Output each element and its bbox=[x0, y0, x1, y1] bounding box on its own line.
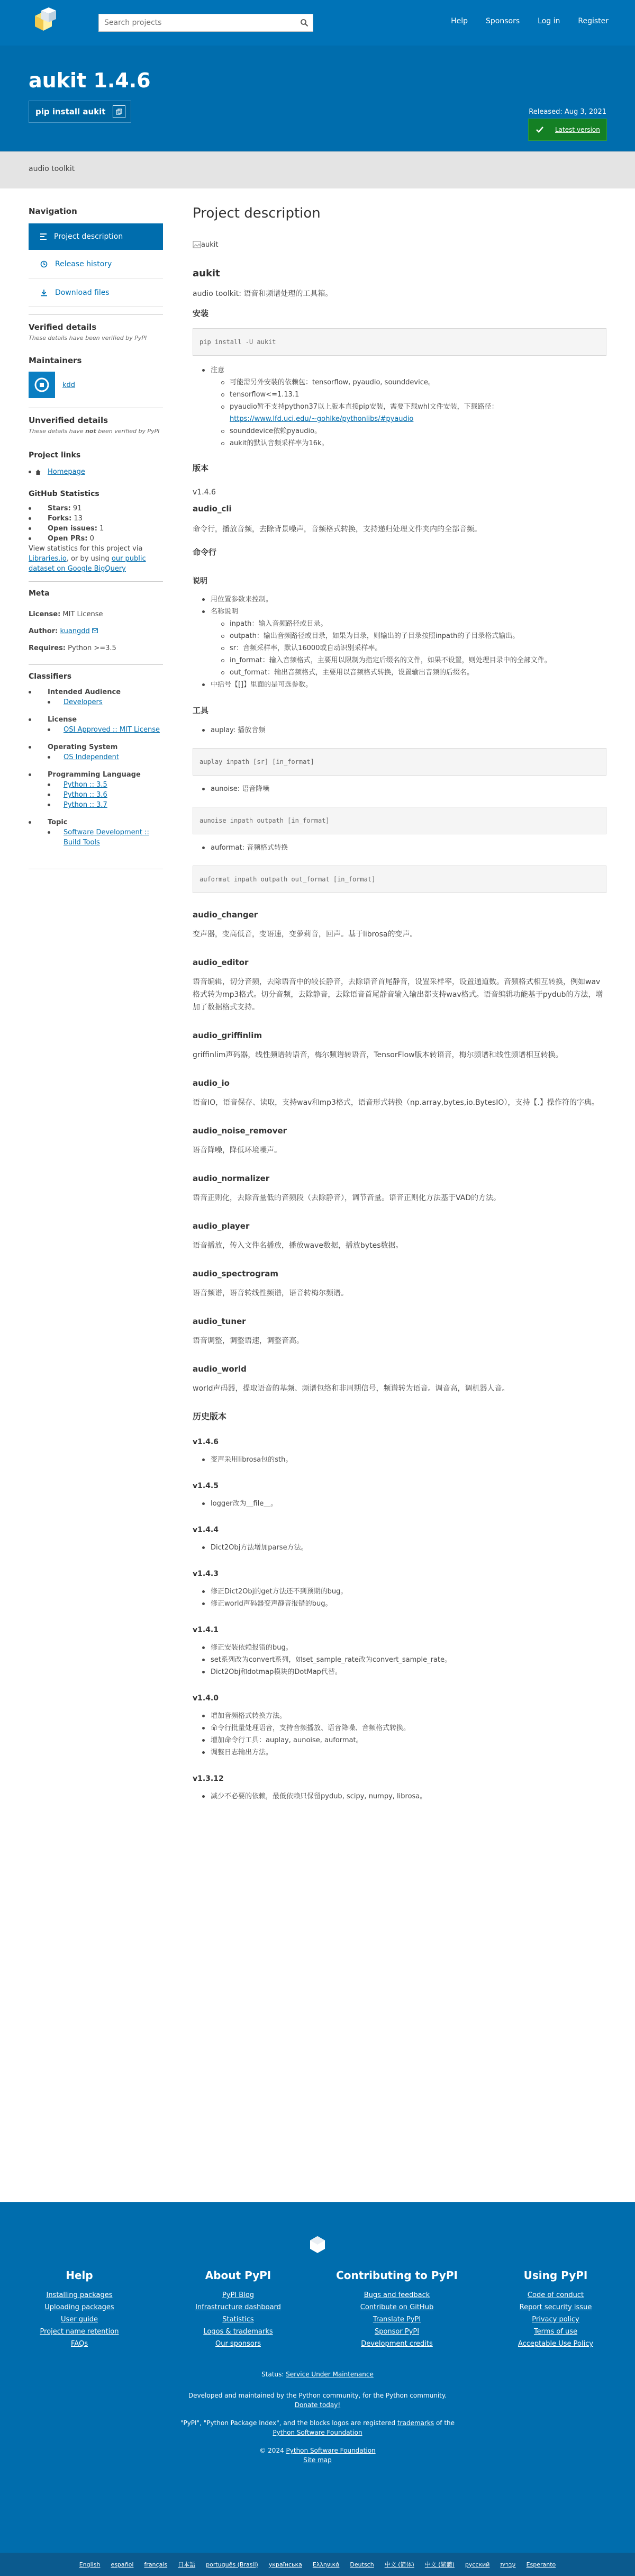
history-items bbox=[193, 1710, 606, 1759]
classifier-link[interactable]: Python :: 3.7 bbox=[64, 801, 107, 809]
desc-list bbox=[193, 593, 606, 691]
footer-status: Status: Service Under Maintenance bbox=[261, 2371, 374, 2378]
footer-column bbox=[476, 2269, 635, 2350]
module-text: world声码器，提取语音的基频、频谱包络和非周期信号，频谱转为语音。调音高，调机器人音。 bbox=[193, 1384, 510, 1393]
history-item: 修正安装依赖报错的bug。 bbox=[193, 1642, 606, 1654]
footer-link[interactable]: Code of conduct bbox=[527, 2291, 584, 2299]
readme-title: aukit bbox=[193, 268, 220, 279]
desc-sub-item: sr：音频采样率，默认16000或自动识别采样率。 bbox=[211, 642, 606, 654]
desc-sub-item: in_format：输入音频格式，主要用以限制为指定后缀名的文件，如果不设置，则处理目录中的全部文件。 bbox=[211, 654, 606, 666]
stat-label: Open issues: bbox=[48, 525, 97, 533]
history-items bbox=[193, 1586, 606, 1610]
history-heading: 历史版本 bbox=[193, 1411, 227, 1421]
classifier-item bbox=[48, 790, 163, 800]
history-item: 调整日志输出方法。 bbox=[193, 1746, 606, 1759]
footer-link[interactable]: FAQs bbox=[71, 2340, 88, 2348]
language-link[interactable]: English bbox=[79, 2561, 101, 2568]
classifiers-list bbox=[29, 687, 163, 848]
footer-link[interactable]: User guide bbox=[60, 2316, 98, 2323]
classifier-link[interactable]: OS Independent bbox=[64, 753, 120, 761]
verified-heading: Verified details bbox=[29, 322, 97, 332]
history-version: v1.4.5 bbox=[193, 1482, 219, 1490]
classifier-group-label: Programming Language bbox=[48, 771, 141, 779]
tab-label: Project description bbox=[54, 232, 123, 241]
module-heading: audio_editor bbox=[193, 958, 249, 967]
version-heading: 版本 bbox=[193, 463, 209, 473]
tool-code: auformat inpath outpath out_format [in_format] bbox=[193, 866, 606, 893]
footer-columns bbox=[0, 2269, 635, 2350]
classifier-item bbox=[48, 827, 163, 848]
summary-text: audio toolkit bbox=[29, 165, 75, 173]
footer-link[interactable]: Logos & trademarks bbox=[203, 2328, 273, 2336]
footer-link[interactable]: Contribute on GitHub bbox=[360, 2303, 434, 2311]
note-text: pyaudio暂不支持python37以上版本直接pip安装，需要下载whl文件安装，下载路径： bbox=[230, 403, 498, 411]
desc-item: 名称说明 inpath：输入音频路径或目录。 outpath：输出音频路径或目录，如果为目录，则输出的子目录按照inpath的子目录格式输出。 sr：音频采样率，默认16000或自动识别采样率。 in_format：输入音频格式，主要用以限制为指定后缀名的文件，如果不设置，则处理目录中的全部文件。 out_format：输出音频格式，主要用以音频格式转换，设置输出音频的后缀名。 bbox=[193, 606, 606, 679]
notes-list bbox=[193, 364, 606, 449]
install-heading: 安装 bbox=[193, 309, 209, 318]
notes-sublist bbox=[211, 376, 606, 449]
classifier-group bbox=[29, 770, 163, 810]
top-nav bbox=[451, 17, 609, 25]
stats-note: View statistics for this project via Libraries.io, or by using our public dataset on Google BigQuery bbox=[29, 545, 146, 573]
history-items bbox=[193, 1790, 606, 1803]
footer-link[interactable]: Terms of use bbox=[533, 2328, 578, 2336]
maintainers-heading: Maintainers bbox=[29, 356, 82, 365]
history-version: v1.4.4 bbox=[193, 1526, 219, 1534]
github-stat bbox=[29, 503, 163, 514]
footer-link[interactable]: Translate PyPI bbox=[373, 2316, 421, 2323]
footer-donate bbox=[0, 2401, 635, 2409]
desc-heading: 说明 bbox=[193, 577, 207, 586]
classifier-item bbox=[48, 752, 163, 762]
footer-column-title: About PyPI bbox=[205, 2269, 271, 2282]
stat-value: 91 bbox=[72, 505, 82, 512]
module-text: 语音IO，语音保存、读取，支持wav和mp3格式，语音形式转换（np.array,bytes,io.BytesIO），支持【.】操作符的字典。 bbox=[193, 1098, 599, 1107]
libraries-io-link[interactable]: Libraries.io bbox=[29, 555, 67, 563]
nav-sponsors[interactable]: Sponsors bbox=[486, 17, 520, 25]
classifier-item bbox=[48, 725, 163, 735]
desc-sublist bbox=[211, 618, 606, 679]
classifier-group-label: Topic bbox=[48, 818, 68, 826]
desc-sub-item: out_format：输出音频格式，主要用以音频格式转换，设置输出音频的后缀名。 bbox=[211, 666, 606, 679]
notes-item: 注意 可能需另外安装的依赖包：tensorflow, pyaudio, sounddevice。 tensorflow<=1.13.1 pyaudio暂不支持python37以上版本直接pip安装，需要下载whl文件安装，下载路径： https://www.lfd.uci.edu/~gohlke/pythonlibs/#pyaudio sounddevice依赖pyaudio。 aukit的默认音频采样率为16k。 bbox=[193, 364, 606, 449]
module-heading: audio_normalizer bbox=[193, 1174, 270, 1183]
footer-logo bbox=[308, 2235, 327, 2254]
footer-link[interactable]: Report security issue bbox=[519, 2303, 592, 2311]
tab-label: Release history bbox=[55, 259, 112, 268]
footer-column-title: Help bbox=[66, 2269, 93, 2282]
footer-column-title: Using PyPI bbox=[523, 2269, 588, 2282]
footer-column bbox=[159, 2269, 318, 2350]
history-item: Dict2Obj方法增加parse方法。 bbox=[193, 1542, 606, 1554]
footer-link[interactable]: Uploading packages bbox=[44, 2303, 114, 2311]
pip-command-text: pip install aukit bbox=[35, 107, 106, 116]
intro-text: audio toolkit: 语音和频谱处理的工具箱。 bbox=[193, 290, 333, 298]
note-text: 可能需另外安装的依赖包：tensorflow, pyaudio, sounddevice。 bbox=[230, 379, 435, 386]
footer-link[interactable]: Project name retention bbox=[40, 2328, 119, 2336]
meta-requires: Requires: Python >=3.5 bbox=[29, 644, 116, 652]
note-text: sounddevice依赖pyaudio。 bbox=[230, 427, 322, 435]
module-heading: audio_spectrogram bbox=[193, 1269, 278, 1278]
maintainer bbox=[29, 372, 163, 398]
footer-trademark: "PyPI", "Python Package Index", and the blocks logos are registered trademarks of the bbox=[180, 2419, 455, 2427]
package-summary bbox=[0, 151, 635, 188]
classifier-link[interactable]: Python :: 3.5 bbox=[64, 781, 107, 789]
sitemap-link[interactable]: Site map bbox=[303, 2456, 332, 2464]
home-icon bbox=[35, 469, 41, 475]
check-icon bbox=[535, 125, 545, 134]
search-input[interactable] bbox=[99, 14, 289, 31]
module-heading: audio_player bbox=[193, 1221, 250, 1231]
avatar-icon bbox=[33, 376, 51, 394]
history-item: Dict2Obj和dotmap模块的DotMap代替。 bbox=[193, 1666, 606, 1678]
unverified-note: These details have not been verified by PyPI bbox=[29, 428, 160, 435]
module-text: 语音正则化，去除音量低的音频段（去除静音），调节音量。语音正则化方法基于VAD的方法。 bbox=[193, 1194, 501, 1202]
module-text: 语音频谱，语音转线性频谱，语音转梅尔频谱。 bbox=[193, 1289, 348, 1298]
tool-item bbox=[193, 842, 606, 854]
language-link[interactable]: українська bbox=[268, 2561, 302, 2568]
donate-link[interactable]: Donate today! bbox=[294, 2401, 341, 2409]
footer-link[interactable]: Statistics bbox=[222, 2316, 254, 2323]
project-description bbox=[193, 196, 606, 1803]
language-link[interactable]: Ελληνικά bbox=[312, 2561, 340, 2568]
note-item bbox=[211, 376, 606, 389]
classifier-group-item bbox=[29, 817, 163, 848]
classifier-group-label: Operating System bbox=[48, 743, 118, 751]
language-link[interactable]: 日本語 bbox=[178, 2561, 196, 2568]
classifier-item bbox=[48, 780, 163, 790]
note-text: aukit的默认音频采样率为16k。 bbox=[230, 439, 329, 447]
cli-text: 命令行，播放音频，去除背景噪声，音频格式转换，支持递归处理文件夹内的全部音频。 bbox=[193, 525, 482, 534]
broken-image-icon bbox=[193, 240, 201, 249]
footer-link[interactable]: Bugs and feedback bbox=[364, 2291, 430, 2299]
language-link[interactable]: español bbox=[111, 2561, 134, 2568]
install-code: pip install -U aukit bbox=[193, 328, 606, 356]
desc-sub-item: outpath：输出音频路径或目录，如果为目录，则输出的子目录按照inpath的子目录格式输出。 bbox=[211, 630, 606, 642]
footer-link[interactable]: Installing packages bbox=[46, 2291, 113, 2299]
avatar[interactable] bbox=[29, 372, 55, 398]
desc-item: 用位置参数来控制。 bbox=[193, 593, 606, 606]
tools-heading: 工具 bbox=[193, 706, 209, 715]
copyright-psf-link[interactable]: Python Software Foundation bbox=[286, 2447, 376, 2454]
copy-icon[interactable] bbox=[113, 105, 125, 118]
module-text: 变声器，变高低音，变语速，变萝莉音，回声。基于librosa的变声。 bbox=[193, 930, 418, 939]
classifiers-heading: Classifiers bbox=[29, 672, 72, 681]
divider bbox=[29, 314, 163, 315]
note-item bbox=[211, 389, 606, 401]
github-stats-heading: GitHub Statistics bbox=[29, 490, 99, 498]
classifier-group bbox=[29, 817, 163, 848]
module-heading: audio_world bbox=[193, 1364, 247, 1374]
tool-code: auplay inpath [sr] [in_format] bbox=[193, 748, 606, 776]
meta-list bbox=[29, 606, 163, 657]
history-list bbox=[193, 1438, 606, 1803]
meta-heading: Meta bbox=[29, 589, 50, 598]
github-stat bbox=[29, 524, 163, 534]
modules-list bbox=[193, 910, 606, 1395]
footer-link[interactable]: Sponsor PyPI bbox=[374, 2328, 420, 2336]
tool-item bbox=[193, 724, 606, 736]
bigquery-link[interactable]: our public dataset on Google BigQuery bbox=[29, 555, 146, 573]
footer-link[interactable]: Development credits bbox=[361, 2340, 433, 2348]
classifier-group bbox=[29, 687, 163, 707]
classifier-group-label: License bbox=[48, 716, 77, 724]
desc-sub-item: inpath：输入音频路径或目录。 bbox=[211, 618, 606, 630]
tools-list bbox=[193, 724, 606, 893]
history-items bbox=[193, 1454, 606, 1466]
vertical-tabs bbox=[29, 223, 163, 307]
aukit-image: aukit bbox=[193, 240, 606, 249]
stat-value: 13 bbox=[74, 515, 83, 523]
pip-command[interactable] bbox=[29, 101, 131, 123]
classifier-group bbox=[29, 742, 163, 762]
footer-link[interactable]: Infrastructure dashboard bbox=[195, 2303, 281, 2311]
classifier-group-item bbox=[29, 770, 163, 810]
tab-project-description[interactable] bbox=[29, 223, 163, 250]
stat-value: 1 bbox=[99, 525, 104, 533]
language-link[interactable]: русский bbox=[465, 2561, 490, 2568]
history-item: set系列改为convert系列，如set_sample_rate改为convert_sample_rate。 bbox=[193, 1654, 606, 1666]
module-heading: audio_noise_remover bbox=[193, 1126, 287, 1136]
history-items bbox=[193, 1642, 606, 1678]
project-links bbox=[29, 467, 163, 477]
sidebar bbox=[29, 196, 163, 877]
align-left-icon bbox=[40, 233, 47, 240]
module-heading: audio_io bbox=[193, 1078, 230, 1088]
psf-link[interactable]: Python Software Foundation bbox=[273, 2429, 362, 2436]
history-item: 变声采用librosa包的sth。 bbox=[193, 1454, 606, 1466]
footer-psf bbox=[0, 2429, 635, 2436]
tool-code: aunoise inpath outpath [in_format] bbox=[193, 807, 606, 834]
history-item: 修正Dict2Obj的get方法还不到预期的bug。 bbox=[193, 1586, 606, 1598]
history-items bbox=[193, 1498, 606, 1510]
latest-version-button[interactable] bbox=[528, 119, 607, 141]
module-text: 语音播放，传入文件名播放，播放wave数据，播放bytes数据。 bbox=[193, 1241, 403, 1250]
meta-license: License: MIT License bbox=[29, 610, 103, 618]
top-bar bbox=[0, 0, 635, 46]
module-text: 语音降噪，降低环境噪声。 bbox=[193, 1146, 282, 1155]
language-bar bbox=[0, 2553, 635, 2576]
tool-label: aunoise: 语音降噪 bbox=[193, 783, 606, 795]
footer-sitemap bbox=[0, 2456, 635, 2464]
divider bbox=[29, 581, 163, 582]
nav-help[interactable]: Help bbox=[451, 17, 468, 25]
project-links-heading: Project links bbox=[29, 451, 81, 460]
language-link[interactable]: français bbox=[144, 2561, 168, 2568]
tool-label: auplay: 播放音频 bbox=[193, 724, 606, 736]
cli-heading: audio_cli bbox=[193, 504, 232, 514]
cmd-heading: 命令行 bbox=[193, 547, 217, 557]
history-version: v1.4.1 bbox=[193, 1626, 219, 1634]
language-link[interactable]: 中文 (繁體) bbox=[424, 2561, 455, 2568]
pyaudio-link[interactable]: https://www.lfd.uci.edu/~gohlke/pythonlibs/#pyaudio bbox=[230, 415, 414, 423]
history-item: 修正world声码器变声静音报错的bug。 bbox=[193, 1598, 606, 1610]
footer-link[interactable]: Our sponsors bbox=[215, 2340, 261, 2348]
history-version: v1.3.12 bbox=[193, 1775, 224, 1783]
module-text: griffinlim声码器，线性频谱转语音，梅尔频谱转语音，TensorFlow版本转语音，梅尔频谱和线性频谱相互转换。 bbox=[193, 1051, 563, 1059]
history-item: 命令行批量处理语音，支持音频播放、语音降噪、音频格式转换。 bbox=[193, 1722, 606, 1734]
navigation-heading: Navigation bbox=[29, 206, 77, 216]
history-item: 增加音频格式转换方法。 bbox=[193, 1710, 606, 1722]
classifier-group-label: Intended Audience bbox=[48, 688, 121, 696]
github-stat bbox=[29, 534, 163, 544]
stat-label: Forks: bbox=[48, 515, 72, 523]
history-icon bbox=[40, 260, 48, 268]
classifier-group-item bbox=[29, 687, 163, 707]
stat-value: 0 bbox=[89, 535, 94, 543]
divider bbox=[29, 664, 163, 665]
module-heading: audio_changer bbox=[193, 910, 258, 920]
release-date: Released: Aug 3, 2021 bbox=[529, 108, 606, 116]
history-version: v1.4.6 bbox=[193, 1438, 219, 1446]
classifier-link[interactable]: Developers bbox=[64, 698, 103, 706]
history-version: v1.4.3 bbox=[193, 1570, 219, 1578]
footer-column bbox=[0, 2269, 159, 2350]
classifier-group-item bbox=[29, 742, 163, 762]
classifier-group bbox=[29, 715, 163, 735]
module-text: 语音编辑，切分音频，去除语音中的较长静音，去除语音首尾静音，设置采样率，设置通道数。音频格式相互转换，例如wav格式转为mp3格式。切分音频，去除静音，去除语音首尾静音输入输出都支持wav格式。语音编辑功能基于pydub的方法，增加了数据格式支持。 bbox=[193, 978, 603, 1012]
tab-download-files[interactable] bbox=[29, 278, 163, 307]
tool-item bbox=[193, 783, 606, 795]
nav-register[interactable]: Register bbox=[578, 17, 609, 25]
footer bbox=[0, 2202, 635, 2576]
note-text: tensorflow<=1.13.1 bbox=[230, 391, 300, 399]
footer-column bbox=[318, 2269, 476, 2350]
maintainer-link[interactable]: kdd bbox=[62, 381, 76, 389]
footer-link[interactable]: PyPI Blog bbox=[222, 2291, 255, 2299]
status-link[interactable]: Service Under Maintenance bbox=[286, 2371, 374, 2378]
history-items bbox=[193, 1542, 606, 1554]
language-link[interactable]: Deutsch bbox=[350, 2561, 374, 2568]
tab-label: Download files bbox=[55, 288, 110, 297]
trademarks-link[interactable]: trademarks bbox=[397, 2419, 434, 2427]
section-heading: Project description bbox=[193, 205, 321, 221]
note-item bbox=[211, 401, 606, 425]
language-link[interactable]: Esperanto bbox=[526, 2561, 556, 2568]
classifier-link[interactable]: OSI Approved :: MIT License bbox=[64, 726, 160, 734]
stat-label: Open PRs: bbox=[48, 535, 88, 543]
classifier-group-item bbox=[29, 715, 163, 735]
package-title: aukit 1.4.6 bbox=[29, 69, 151, 92]
footer-copyright: © 2024 Python Software Foundation bbox=[259, 2447, 376, 2454]
module-heading: audio_griffinlim bbox=[193, 1031, 262, 1040]
history-item: 减少不必要的依赖，最低依赖只保留pydub, scipy, numpy, librosa。 bbox=[193, 1790, 606, 1803]
classifier-link[interactable]: Software Development :: Build Tools bbox=[64, 828, 149, 846]
package-banner bbox=[0, 46, 635, 151]
language-link[interactable]: 中文 (简体) bbox=[384, 2561, 414, 2568]
footer-column-title: Contributing to PyPI bbox=[336, 2269, 458, 2282]
verified-note: These details have been verified by PyPI bbox=[29, 335, 147, 341]
language-link[interactable]: עברית bbox=[500, 2561, 516, 2568]
meta-author: Author: kuangdd bbox=[29, 623, 163, 640]
stat-label: Stars: bbox=[48, 505, 71, 512]
history-item: logger改为__file__。 bbox=[193, 1498, 606, 1510]
module-heading: audio_tuner bbox=[193, 1317, 246, 1326]
latest-version-label: Latest version bbox=[555, 126, 600, 133]
search-icon[interactable] bbox=[300, 19, 309, 27]
footer-link[interactable]: Acceptable Use Policy bbox=[518, 2340, 594, 2348]
classifier-item bbox=[48, 697, 163, 707]
history-version: v1.4.0 bbox=[193, 1694, 219, 1703]
homepage-link-item bbox=[29, 467, 163, 477]
author-link[interactable]: kuangdd bbox=[60, 627, 90, 635]
note-item bbox=[211, 437, 606, 449]
footer-developed: Developed and maintained by the Python community, for the Python community. bbox=[188, 2392, 447, 2399]
github-stats bbox=[29, 503, 163, 544]
pypi-logo[interactable] bbox=[28, 7, 61, 36]
search-box bbox=[98, 14, 313, 32]
module-text: 语音调整，调整语速，调整音高。 bbox=[193, 1337, 304, 1345]
note-item bbox=[211, 425, 606, 437]
tab-release-history[interactable] bbox=[29, 250, 163, 278]
version-text: v1.4.6 bbox=[193, 488, 216, 497]
unverified-heading: Unverified details bbox=[29, 416, 108, 425]
classifier-item bbox=[48, 800, 163, 810]
classifier-link[interactable]: Python :: 3.6 bbox=[64, 791, 107, 799]
history-item: 增加命令行工具：auplay, aunoise, auformat。 bbox=[193, 1734, 606, 1746]
mail-icon bbox=[92, 628, 98, 633]
homepage-link[interactable]: Homepage bbox=[48, 468, 85, 476]
tool-label: auformat: 音频格式转换 bbox=[193, 842, 606, 854]
footer-link[interactable]: Privacy policy bbox=[532, 2316, 579, 2323]
nav-login[interactable]: Log in bbox=[538, 17, 560, 25]
desc-item: 中括号【[]】里面的是可选参数。 bbox=[193, 679, 606, 691]
download-icon bbox=[40, 289, 48, 296]
language-link[interactable]: português (Brasil) bbox=[206, 2561, 258, 2568]
github-stat bbox=[29, 514, 163, 524]
